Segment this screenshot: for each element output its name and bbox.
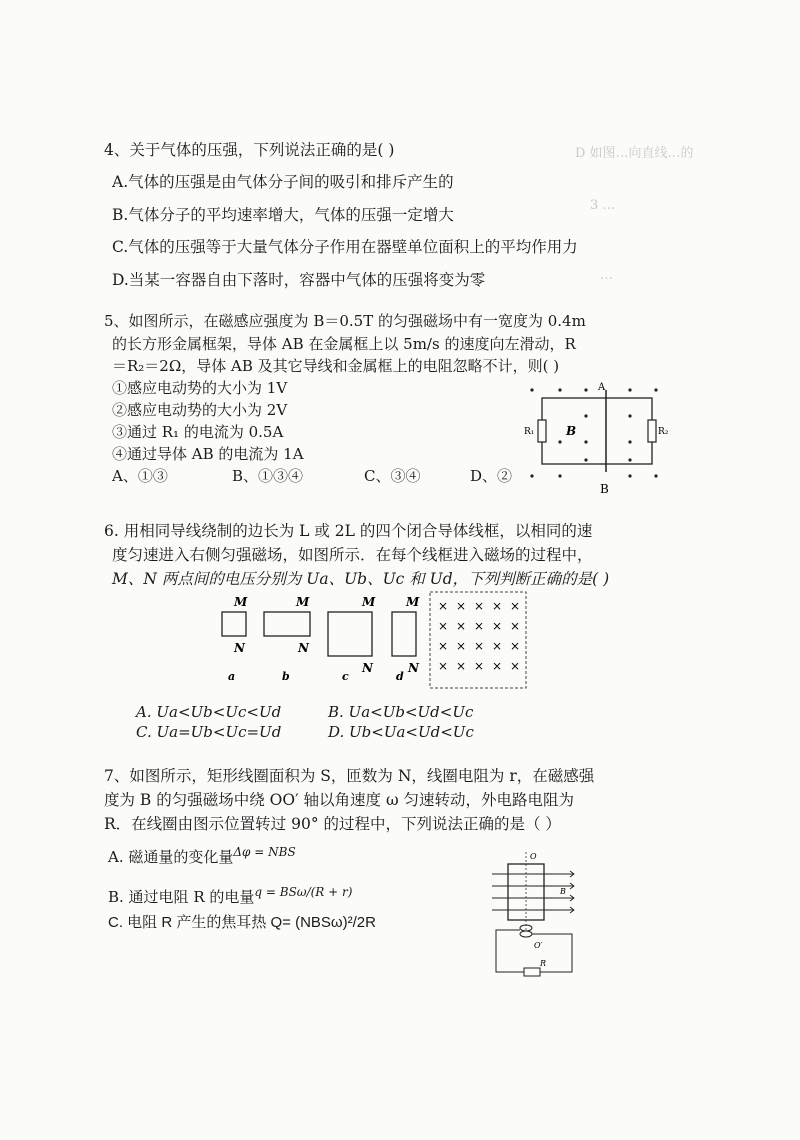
label-a: A — [598, 382, 606, 393]
bleed-through-mark: … — [600, 268, 613, 283]
frame-a-m: M — [234, 595, 248, 609]
q6-stem-line3: M、N 两点间的电压分别为 Ua、Ub、Uc 和 Ud，下列判断正确的是( ) — [112, 570, 610, 588]
field-cross: × — [510, 659, 521, 673]
field-cross: × — [474, 639, 485, 653]
q5-statement-3: ③通过 R₁ 的电流为 0.5A — [112, 423, 284, 441]
field-cross: × — [438, 659, 449, 673]
q7-stem-line3: R．在线圈由图示位置转过 90° 的过程中，下列说法正确的是（ ） — [104, 815, 561, 833]
frame-c-n: N — [362, 661, 373, 675]
resistor-r1 — [538, 420, 546, 442]
field-cross: × — [456, 639, 467, 653]
q7-option-a-formula: Δφ = NBS — [233, 845, 296, 859]
q5-circuit-figure — [510, 380, 670, 500]
frame-c-m: M — [362, 595, 376, 609]
resistor-r — [524, 968, 540, 976]
q7-stem-line2: 度为 B 的匀强磁场中绕 OO′ 轴以角速度 ω 匀速转动，外电路电阻为 — [104, 791, 575, 809]
q7-coil-figure — [488, 850, 588, 980]
axis-label-o-prime: O′ — [534, 941, 543, 950]
q6-option-d: D. Ub<Ua<Ud<Uc — [328, 723, 474, 741]
field-cross: × — [492, 659, 503, 673]
metal-frame — [542, 398, 652, 464]
q5-stem-line2: 的长方形金属框架，导体 AB 在金属框上以 5m/s 的速度向左滑动，R — [112, 335, 576, 353]
q7-option-a — [108, 842, 296, 867]
field-cross: × — [510, 599, 521, 613]
bleed-through-mark: 3 … — [590, 198, 616, 213]
q6-stem-line2: 度匀速进入右侧匀强磁场，如图所示．在每个线框进入磁场的过程中， — [112, 546, 593, 564]
q7-option-a-text: A. 磁通量的变化量 — [108, 848, 234, 866]
slip-ring-2 — [520, 931, 532, 937]
field-cross: × — [438, 599, 449, 613]
frame-a — [222, 612, 246, 636]
q6-frames-figure — [210, 590, 540, 690]
q4-option-d: D.当某一容器自由下落时，容器中气体的压强将变为零 — [112, 271, 486, 289]
q6-option-a: A. Ua<Ub<Uc<Ud — [136, 703, 282, 721]
q5-statement-1: ①感应电动势的大小为 1V — [112, 379, 288, 397]
field-cross: × — [438, 619, 449, 633]
frame-c-label: c — [342, 670, 349, 683]
q6-option-b: B. Ua<Ub<Ud<Uc — [328, 703, 474, 721]
q6-stem-line1: 6. 用相同导线绕制的边长为 L 或 2L 的四个闭合导体线框，以相同的速 — [104, 522, 593, 540]
field-cross: × — [456, 619, 467, 633]
frame-d — [392, 612, 416, 656]
frame-b-m: M — [296, 595, 310, 609]
q7-option-b-text: B. 通过电阻 R 的电量 — [108, 888, 255, 906]
q5-stem-line3: ＝R₂＝2Ω，导体 AB 及其它导线和金属框上的电阻忽略不计，则( ) — [112, 357, 560, 375]
field-cross: × — [510, 639, 521, 653]
q7-option-c: C. 电阻 R 产生的焦耳热 Q= (NBSω)²/2R — [108, 914, 376, 931]
q5-option-b: B、①③④ — [232, 467, 304, 485]
q7-stem-line1: 7、如图所示，矩形线圈面积为 S，匝数为 N，线圈电阻为 r，在磁感强 — [104, 767, 595, 785]
field-cross: × — [438, 639, 449, 653]
field-cross: × — [456, 599, 467, 613]
field-cross: × — [474, 599, 485, 613]
q5-option-c: C、③④ — [364, 467, 421, 485]
external-circuit — [496, 930, 572, 972]
magnetic-field-crosses — [438, 599, 520, 673]
resistor-r2 — [648, 420, 656, 442]
bleed-through-mark: D 如图…向直线…的 — [575, 146, 694, 161]
q4-option-c: C.气体的压强等于大量气体分子作用在器壁单位面积上的平均作用力 — [112, 238, 578, 256]
field-cross: × — [456, 659, 467, 673]
q5-option-a: A、①③ — [112, 467, 168, 485]
q5-option-d: D、② — [470, 467, 513, 485]
frame-d-label: d — [396, 670, 404, 683]
q7-option-b — [108, 882, 352, 907]
frame-d-n: N — [408, 661, 419, 675]
frame-a-n: N — [234, 641, 245, 655]
axis-label-o: O — [530, 852, 537, 861]
frame-c — [328, 612, 372, 656]
q4-option-a: A.气体的压强是由气体分子间的吸引和排斥产生的 — [112, 173, 454, 191]
resistor-label-r: R — [540, 959, 547, 968]
q5-statement-2: ②感应电动势的大小为 2V — [112, 401, 288, 419]
q4-stem: 4、关于气体的压强，下列说法正确的是( ) — [104, 141, 395, 159]
q5-statement-4: ④通过导体 AB 的电流为 1A — [112, 445, 304, 463]
q5-stem-line1: 5、如图所示，在磁感应强度为 B＝0.5T 的匀强磁场中有一宽度为 0.4m — [104, 312, 586, 330]
field-cross: × — [492, 639, 503, 653]
field-cross: × — [510, 619, 521, 633]
label-r2: R₂ — [658, 427, 669, 437]
q4-option-b: B.气体分子的平均速率增大，气体的压强一定增大 — [112, 206, 454, 224]
frame-b-n: N — [298, 641, 309, 655]
label-b: B — [600, 482, 609, 496]
q6-option-c: C. Ua=Ub<Uc=Ud — [136, 723, 282, 741]
frame-d-m: M — [406, 595, 420, 609]
field-label-b: B — [560, 887, 566, 896]
frame-a-label: a — [228, 670, 236, 683]
field-cross: × — [474, 619, 485, 633]
label-field-b: B — [566, 424, 577, 438]
field-cross: × — [492, 599, 503, 613]
q7-option-b-formula: q = BSω/(R + r) — [254, 885, 353, 899]
field-cross: × — [474, 659, 485, 673]
frame-b — [264, 612, 310, 636]
field-cross: × — [492, 619, 503, 633]
frame-b-label: b — [282, 670, 290, 683]
label-r1: R₁ — [524, 427, 535, 437]
